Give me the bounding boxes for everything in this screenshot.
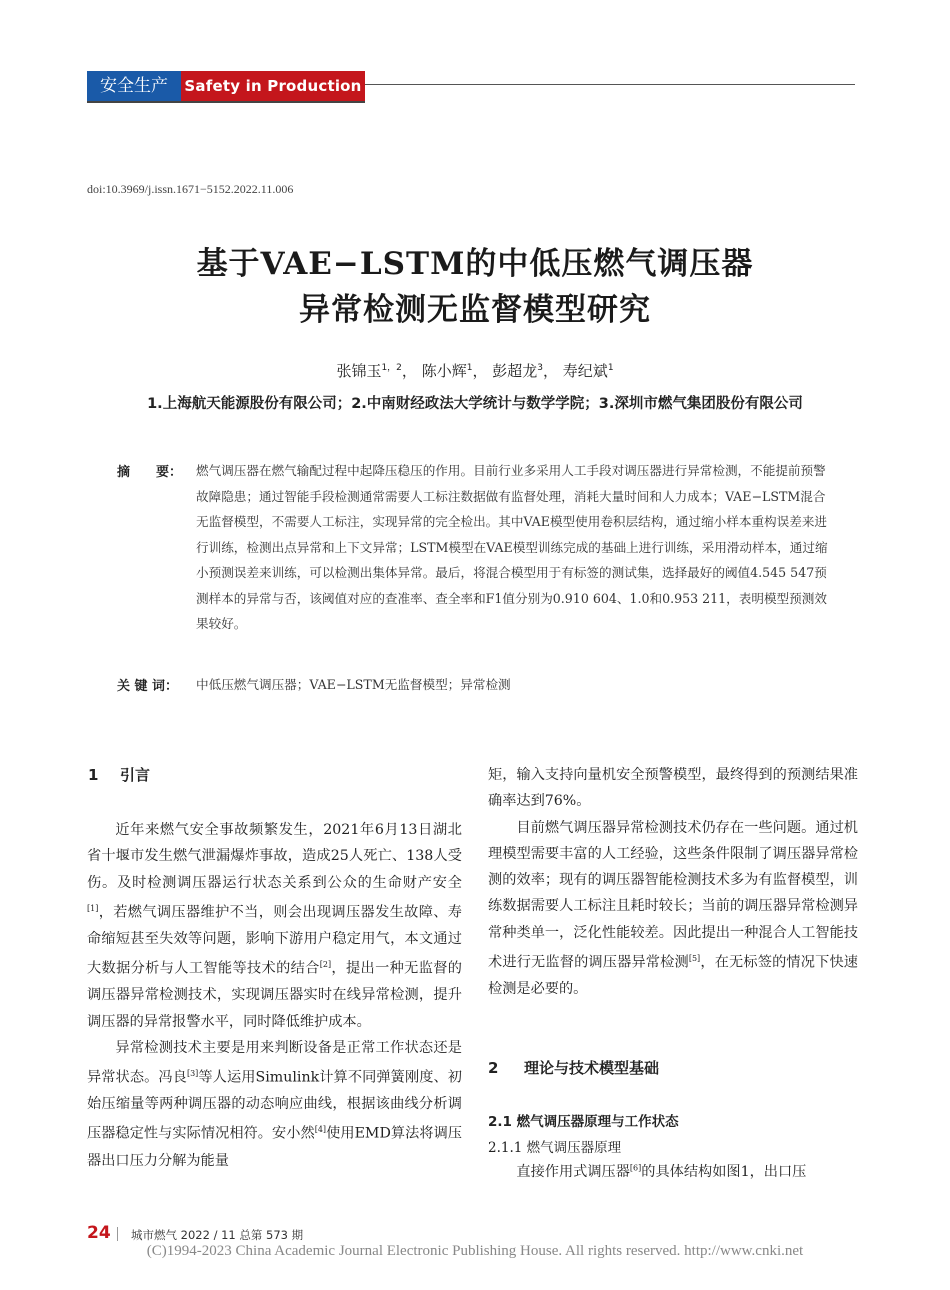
text: 目前燃气调压器异常检测技术仍存在一些问题。通过机理模型需要丰富的人工经验，这些条件限制了调压器异常检测的效率；现有的调压器智能检测技术多为有监督模型，训练数据需要人工标注且耗时较长；当前的调压器异常检测异常种类单一，泛化性能较差。因此提出一种混合人工智能技术进行无监督的调压器异常检测 [488, 819, 858, 971]
citation[interactable]: [2] [319, 960, 332, 970]
text: 等人运用Simulink计算不同弹簧刚度、初始压缩量等两种调压器的动态响应曲线，根据该曲线分析调压器稳定性与实际情况相符。安小然 [87, 1069, 462, 1143]
paragraph [488, 815, 858, 1003]
paragraph [87, 817, 462, 1035]
title-line-1: 基于VAE−LSTM的中低压燃气调压器 [196, 246, 754, 282]
abstract-text: 燃气调压器在燃气输配过程中起降压稳压的作用。目前行业多采用人工手段对调压器进行异常检测，不能提前预警故障隐患；通过智能手段检测通常需要人工标注数据做有监督处理，消耗大量时间和人力成本；VAE−LSTM混合无监督模型，不需要人工标注，实现异常的完全检出。其中VAE模型使用卷积层结构，通过缩小样本重构误差来进行训练，检测出点异常和上下文异常；LSTM模型在VAE模型训练完成的基础上进行训练，采用滑动样本，通过缩小预测误差来训练，可以检测出集体异常。最后，将混合模型用于有标签的测试集，选择最好的阈值4.545 547预测样本的异常与否，该阈值对应的查准率、查全率和F1值分别为0.910 604、1.0和0.953 211，表明模型预测效果较好。 [196, 463, 828, 631]
author-separator: ， [472, 362, 488, 380]
citation[interactable]: [4] [314, 1125, 327, 1135]
text: 异常检测技术主要是用来判断设备是正常工作状态还是异常状态。冯良 [87, 1039, 462, 1086]
keywords-label: 关 键 词： [117, 679, 179, 694]
author-name: 寿纪斌 [562, 362, 608, 380]
section-title: 引言 [120, 766, 151, 784]
keywords-text: 中低压燃气调压器；VAE−LSTM无监督模型；异常检测 [196, 677, 511, 692]
affiliations: 1.上海航天能源股份有限公司；2.中南财经政法大学统计与数学学院；3.深圳市燃气集团股份有限公司 [147, 396, 803, 412]
author-separator: ， [401, 362, 417, 380]
author-affil-sup: 1，2 [381, 363, 402, 373]
subsubsection-heading: 2.1.1 燃气调压器原理 [488, 1140, 622, 1156]
section-title: 理论与技术模型基础 [524, 1059, 660, 1077]
citation[interactable]: [1] [87, 903, 99, 913]
citation[interactable]: [3] [186, 1069, 199, 1079]
section-heading-2 [488, 1057, 659, 1078]
header-rule [365, 84, 855, 85]
author-name: 张锦玉 [336, 362, 382, 380]
section-number: 1 [88, 766, 99, 784]
author-affil-sup: 3 [537, 363, 543, 373]
author-name: 彭超龙 [492, 362, 538, 380]
text: 使用EMD算法将调压器出口压力分解为能量 [87, 1126, 462, 1169]
paragraph [488, 1161, 858, 1181]
text: ，若燃气调压器维护不当，则会出现调压器发生故障、寿命缩短甚至失效等问题，影响下游用户稳定用气，本文通过大数据分析与人工智能等技术的结合 [87, 904, 462, 977]
abstract-label: 摘 要： [117, 465, 183, 480]
right-column [488, 762, 858, 1002]
section-heading-1 [88, 764, 150, 785]
copyright-notice: (C)1994-2023 China Academic Journal Electronic Publishing House. All rights reserved. http://www.cnki.net [146, 1243, 804, 1259]
paragraph [87, 1035, 462, 1174]
citation[interactable]: [6] [629, 1163, 642, 1173]
text: 直接作用式调压器 [516, 1164, 630, 1180]
citation[interactable]: [5] [688, 954, 701, 964]
authors [0, 360, 950, 381]
page-number: 24 [87, 1223, 111, 1243]
title-line-2: 异常检测无监督模型研究 [299, 292, 651, 328]
doi[interactable]: doi:10.3969/j.issn.1671−5152.2022.11.006 [87, 182, 294, 196]
header-underline [87, 101, 365, 103]
author-affil-sup: 1 [607, 363, 614, 373]
author-separator: ， [543, 362, 559, 380]
section-number: 2 [488, 1059, 499, 1077]
author-affil-sup: 1 [466, 363, 473, 373]
left-column [87, 817, 462, 1174]
text: 的具体结构如图1，出口压 [641, 1164, 807, 1180]
subsection-heading: 2.1 燃气调压器原理与工作状态 [488, 1114, 679, 1130]
text: ，在无标签的情况下快速检测是必要的。 [488, 954, 858, 998]
text: ，提出一种无监督的调压器异常检测技术，实现调压器实时在线异常检测，提升调压器的异常报警水平，同时降低维护成本。 [87, 960, 462, 1030]
text: 近年来燃气安全事故频繁发生，2021年6月13日湖北省十堰市发生燃气泄漏爆炸事故，造成25人死亡、138人受伤。及时检测调压器运行状态关系到公众的生命财产安全 [87, 822, 462, 891]
footer-divider [117, 1227, 118, 1241]
author-name: 陈小辉 [421, 362, 467, 380]
paragraph-continued: 矩，输入支持向量机安全预警模型，最终得到的预测结果准确率达到76%。 [488, 767, 858, 810]
journal-info: 城市燃气 2022 / 11 总第 573 期 [131, 1228, 304, 1242]
section-label-en: Safety in Production [181, 71, 365, 101]
section-label-cn: 安全生产 [87, 71, 181, 101]
